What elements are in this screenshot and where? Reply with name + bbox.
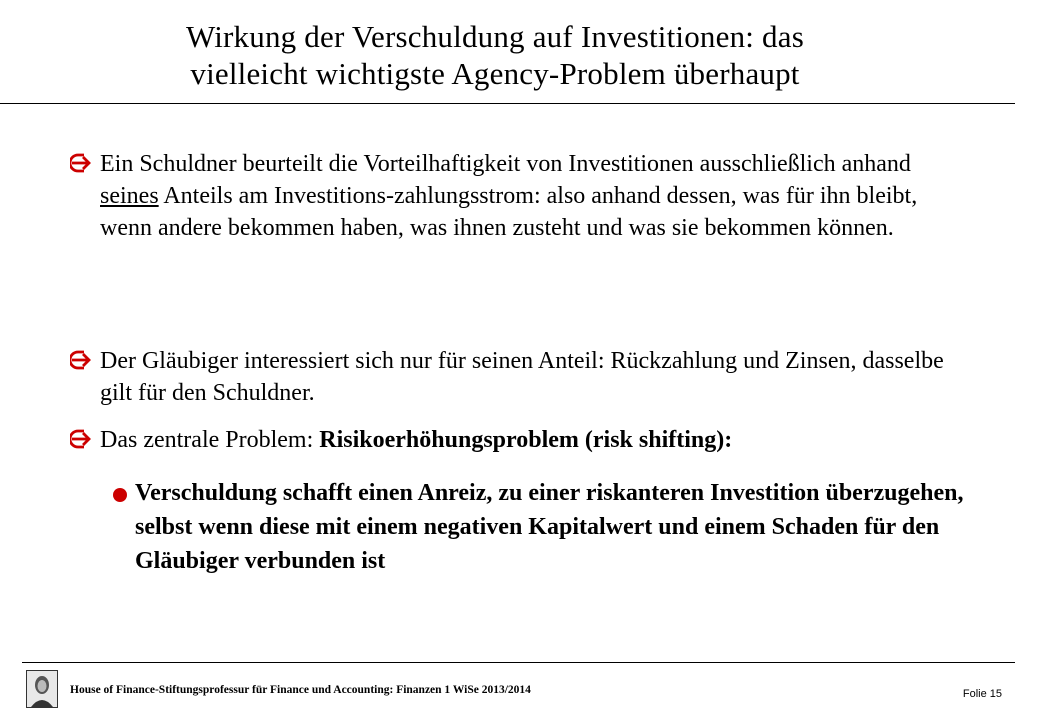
bullet-2: [72, 345, 972, 409]
sub-bullet-text: Verschuldung schafft einen Anreiz, zu einer riskanteren Investition überzugehen, selbst wenn diese mit einem negativen Kapitalwert und einem Schaden für den Gläubiger verbunden ist: [135, 480, 964, 574]
bullet-1-underlined: seines: [100, 183, 159, 209]
bullet-3-bold: Risikoerhöhungsproblem (risk shifting):: [319, 427, 733, 453]
dot-bullet-icon: [113, 488, 127, 502]
slide-title: [0, 18, 990, 92]
sub-bullet: [113, 476, 973, 578]
footer-text: House of Finance-Stiftungsprofessur für Finance und Accounting: Finanzen 1 WiSe 2013/2014: [70, 684, 531, 696]
portrait-logo-icon: [26, 670, 58, 708]
bullet-3-normal: Das zentrale Problem:: [100, 427, 320, 453]
bullet-2-text: Der Gläubiger interessiert sich nur für seinen Anteil: Rückzahlung und Zinsen, dasselbe gilt für den Schuldner.: [100, 348, 944, 406]
bullet-1: [72, 148, 972, 244]
bullet-3-text: [100, 424, 972, 456]
bullet-1-text: [100, 148, 972, 244]
slide-number: Folie 15: [962, 688, 1002, 700]
title-divider: [0, 103, 1015, 104]
title-line-2: vielleicht wichtigste Agency-Problem überhaupt: [190, 56, 800, 91]
bullet-1-part-1: Ein Schuldner beurteilt die Vorteilhaftigkeit von Investitionen ausschließlich anhand: [100, 151, 911, 177]
arrow-bullet-icon: [70, 149, 92, 179]
bullet-1-part-2: Anteils am Investitions-zahlungsstrom: also anhand dessen, was für ihn bleibt, wenn andere bekommen haben, was ihnen zusteht und was sie bekommen können.: [100, 183, 918, 241]
title-line-1: Wirkung der Verschuldung auf Investitionen: das: [186, 19, 804, 54]
arrow-bullet-icon: [70, 425, 92, 455]
footer-divider: [22, 662, 1015, 663]
bullet-3: [72, 424, 972, 456]
arrow-bullet-icon: [70, 346, 92, 376]
